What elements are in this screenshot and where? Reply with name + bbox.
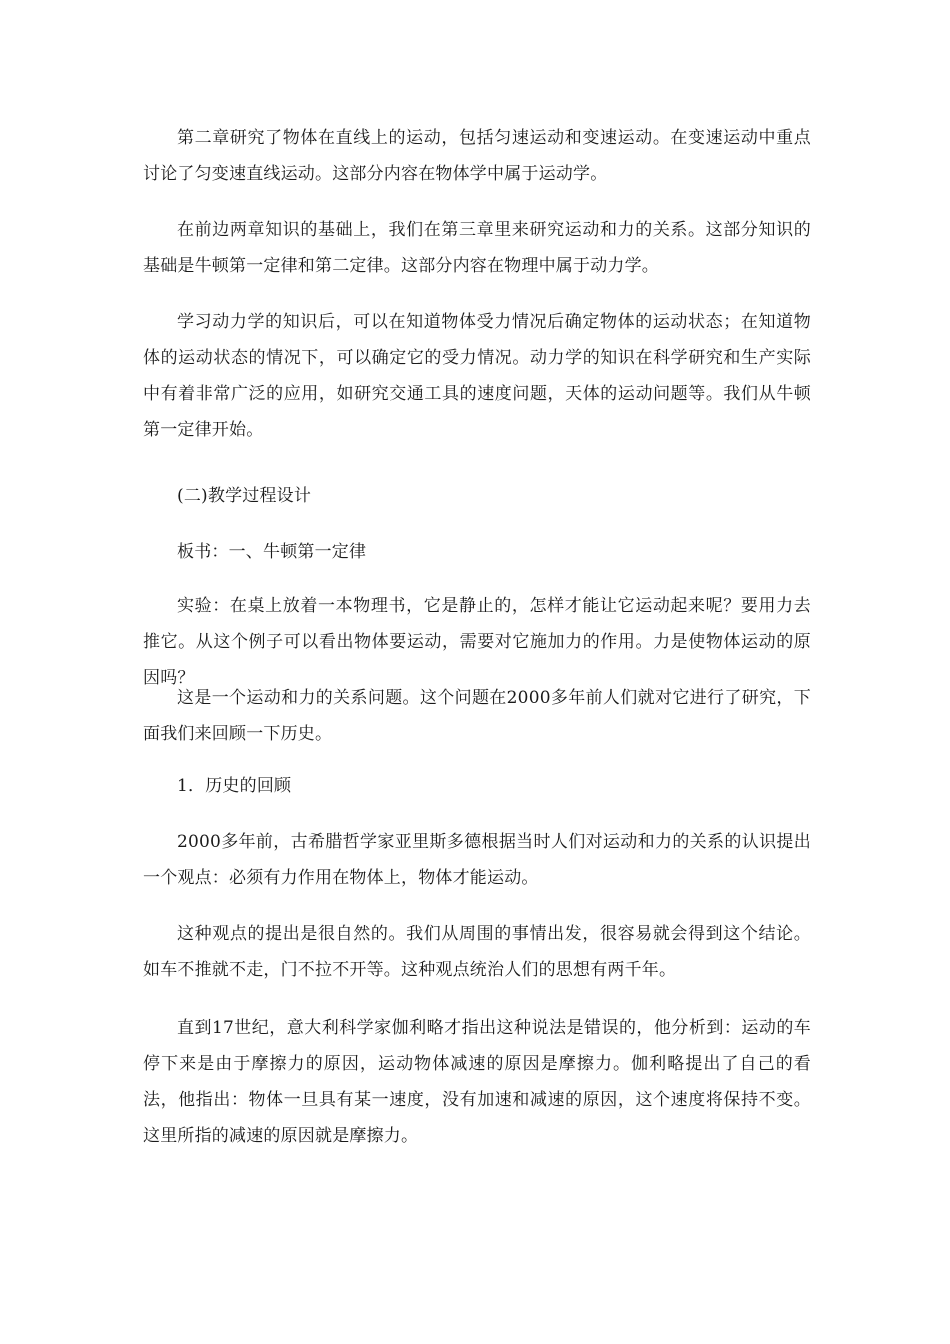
subheading-history-review: 1．历史的回顾 [177,776,292,796]
paragraph-natural-view: 这种观点的提出是很自然的。我们从周围的事情出发，很容易就会得到这个结论。如车不推就不走，门不拉不开等。这种观点统治人们的思想有两千年。 [143,924,811,980]
paragraph-chapter-three-intro: 在前边两章知识的基础上，我们在第三章里来研究运动和力的关系。这部分知识的基础是牛顿第一定律和第二定律。这部分内容在物理中属于动力学。 [143,220,811,276]
paragraph-galileo: 直到17世纪，意大利科学家伽利略才指出这种说法是错误的，他分析到：运动的车停下来是由于摩擦力的原因，运动物体减速的原因是摩擦力。伽利略提出了自己的看法，他指出：物体一旦具有某一速度，没有加速和减速的原因，这个速度将保持不变。这里所指的减速的原因就是摩擦力。 [143,1018,811,1146]
paragraph-history-intro: 这是一个运动和力的关系问题。这个问题在2000多年前人们就对它进行了研究，下面我们来回顾一下历史。 [143,688,811,744]
section-heading-teaching-process: (二)教学过程设计 [177,486,312,506]
board-writing-newton-first-law: 板书：一、牛顿第一定律 [177,542,367,562]
paragraph-dynamics-application: 学习动力学的知识后，可以在知道物体受力情况后确定物体的运动状态；在知道物体的运动状态的情况下，可以确定它的受力情况。动力学的知识在科学研究和生产实际中有着非常广泛的应用，如研究交通工具的速度问题，天体的运动问题等。我们从牛顿第一定律开始。 [143,312,811,440]
paragraph-experiment: 实验：在桌上放着一本物理书，它是静止的，怎样才能让它运动起来呢？要用力去推它。从这个例子可以看出物体要运动，需要对它施加力的作用。力是使物体运动的原因吗？ [143,596,811,688]
paragraph-chapter-two-review: 第二章研究了物体在直线上的运动，包括匀速运动和变速运动。在变速运动中重点讨论了匀变速直线运动。这部分内容在物体学中属于运动学。 [143,128,811,184]
paragraph-aristotle-view: 2000多年前，古希腊哲学家亚里斯多德根据当时人们对运动和力的关系的认识提出一个观点：必须有力作用在物体上，物体才能运动。 [143,832,811,888]
